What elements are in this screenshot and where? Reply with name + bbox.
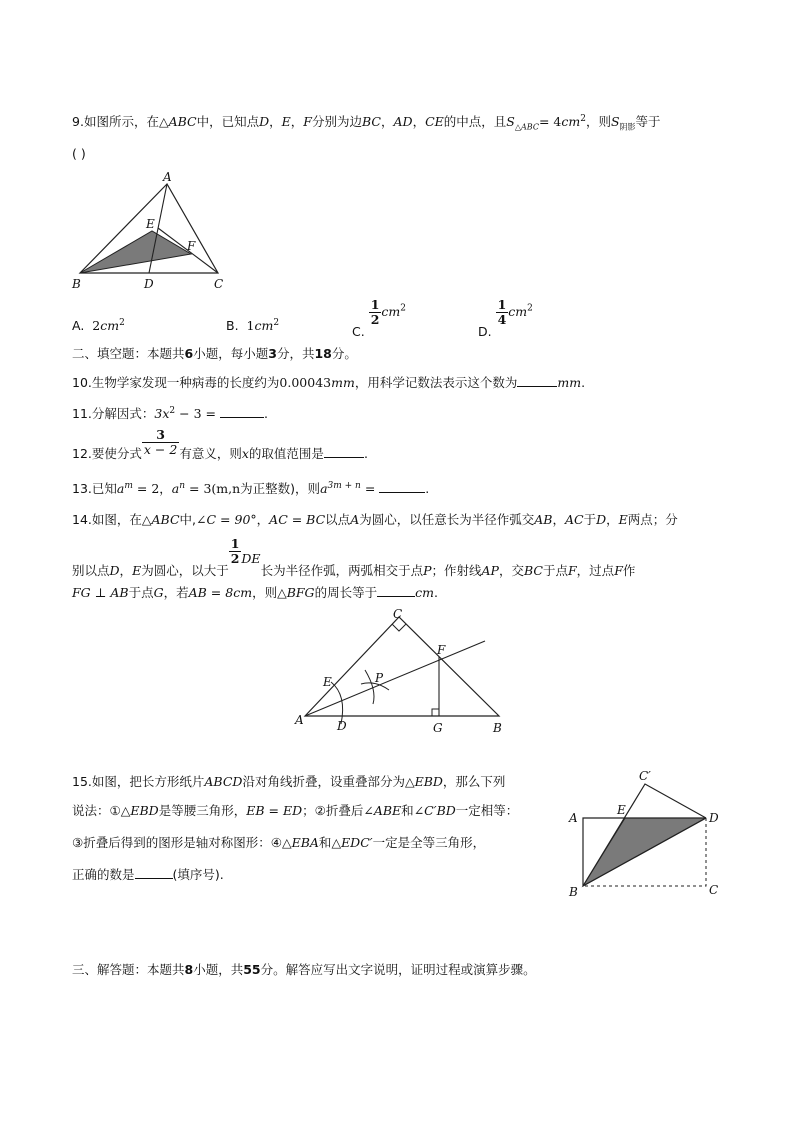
q15-label-e: E (617, 803, 626, 817)
q11-blank[interactable] (220, 405, 264, 418)
q15-line-4: 正确的数是 (填序号). (72, 867, 224, 882)
q9-option-a[interactable]: A. $2cm^2$ (72, 318, 125, 334)
q9-label-f: F (187, 239, 196, 253)
q9-label-b: B (72, 277, 81, 291)
q14-line-1: 14.如图，在△ABC中,∠C = 90°，AC = BC以点A为圆心，以任意长为半径作弧交AB，AC于D，E两点；分 (72, 512, 678, 527)
q14-line-3: FG ⊥ AB于点G，若AB = 8cm，则△BFG的周长等于 cm. (72, 585, 438, 600)
q14-ray-ap (305, 641, 485, 716)
section-3-heading: 三、解答题：本题共8小题，共55分。解答应写出文字说明，证明过程或演算步骤。 (72, 962, 536, 977)
q14-label-c: C (393, 607, 403, 621)
q9-option-d[interactable]: D. $\frac{1}{4}$ $cm^2$ (478, 297, 533, 339)
q14-arc-p1 (365, 670, 374, 704)
q15-label-a: A (569, 811, 578, 825)
q14-blank[interactable] (377, 584, 415, 597)
q9-label-a: A (163, 170, 172, 184)
q9-option-c[interactable]: C. $\frac{1}{2}$ $cm^2$ (352, 297, 406, 339)
q12-blank[interactable] (324, 445, 364, 458)
q14-triangle-abc (305, 617, 499, 716)
q14-label-p: P (375, 671, 384, 685)
section-2-heading: 二、填空题：本题共6小题，每小题3分，共18分。 (72, 346, 357, 361)
q9-label-e: E (146, 217, 155, 231)
q10-blank[interactable] (517, 374, 557, 387)
q14-label-a: A (295, 713, 304, 727)
q14-label-b: B (493, 721, 502, 735)
q14-figure (285, 600, 502, 740)
q15-label-c: C (709, 883, 719, 897)
q15-line-2: 说法：①△EBD是等腰三角形，EB = ED；②折叠后∠ABE和∠C′BD一定相等： (72, 803, 519, 818)
q15-label-d: D (709, 811, 719, 825)
q15-line-3: ③折叠后得到的图形是轴对称图形：④△EBA和△EDC′一定是全等三角形， (72, 835, 486, 850)
q14-label-e: E (323, 675, 332, 689)
q15-label-b: B (569, 885, 578, 899)
q13-blank[interactable] (379, 480, 425, 493)
q15-blank[interactable] (135, 866, 173, 879)
q10: 10.生物学家发现一种病毒的长度约为0.00043mm，用科学记数法表示这个数为 mm. (72, 375, 586, 390)
q12: 12.要使分式 $\frac{3}{x - 2}$ 有意义，则x的取值范围是 . (72, 427, 368, 461)
q14-line-2: 别以点D，E为圆心，以大于 $\frac{1}{2}$ DE长为半径作弧，两弧相交于点P；作射线AP，交BC于点F，过点F作 (72, 536, 636, 578)
q15-line-1: 15.如图，把长方形纸片ABCD沿对角线折叠，设重叠部分为△EBD，那么下列 (72, 774, 506, 789)
q9-label-d: D (144, 277, 154, 291)
q9-shaded-triangle (80, 231, 191, 273)
q15-figure (565, 766, 725, 901)
q9-stem: 9.如图所示，在△ABC中，已知点D，E，F分别为边BC，AD，CE的中点，且$S_{\triangle ABC}= 4cm^2$，则$S_{阴影}$等于 (72, 113, 661, 132)
q14-right-angle-c (392, 624, 406, 631)
q14-right-angle-g (432, 709, 439, 716)
q11: 11.分解因式：$3x^2 - 3$ = . (72, 405, 268, 421)
q14-label-d: D (337, 719, 347, 733)
q13: 13.已知$a^m = 2$，$a^n = 3(m,n$为正整数)，则$a^{3m + n}$ = . (72, 480, 430, 496)
q9-answer-paren: ( ) (72, 146, 86, 161)
q9-label-c: C (214, 277, 224, 291)
q15-label-c-prime: C′ (639, 769, 651, 783)
q14-label-g: G (433, 721, 443, 735)
q9-figure (70, 168, 230, 293)
q14-label-f: F (437, 643, 446, 657)
q9-option-b[interactable]: B. $1cm^2$ (226, 318, 280, 334)
